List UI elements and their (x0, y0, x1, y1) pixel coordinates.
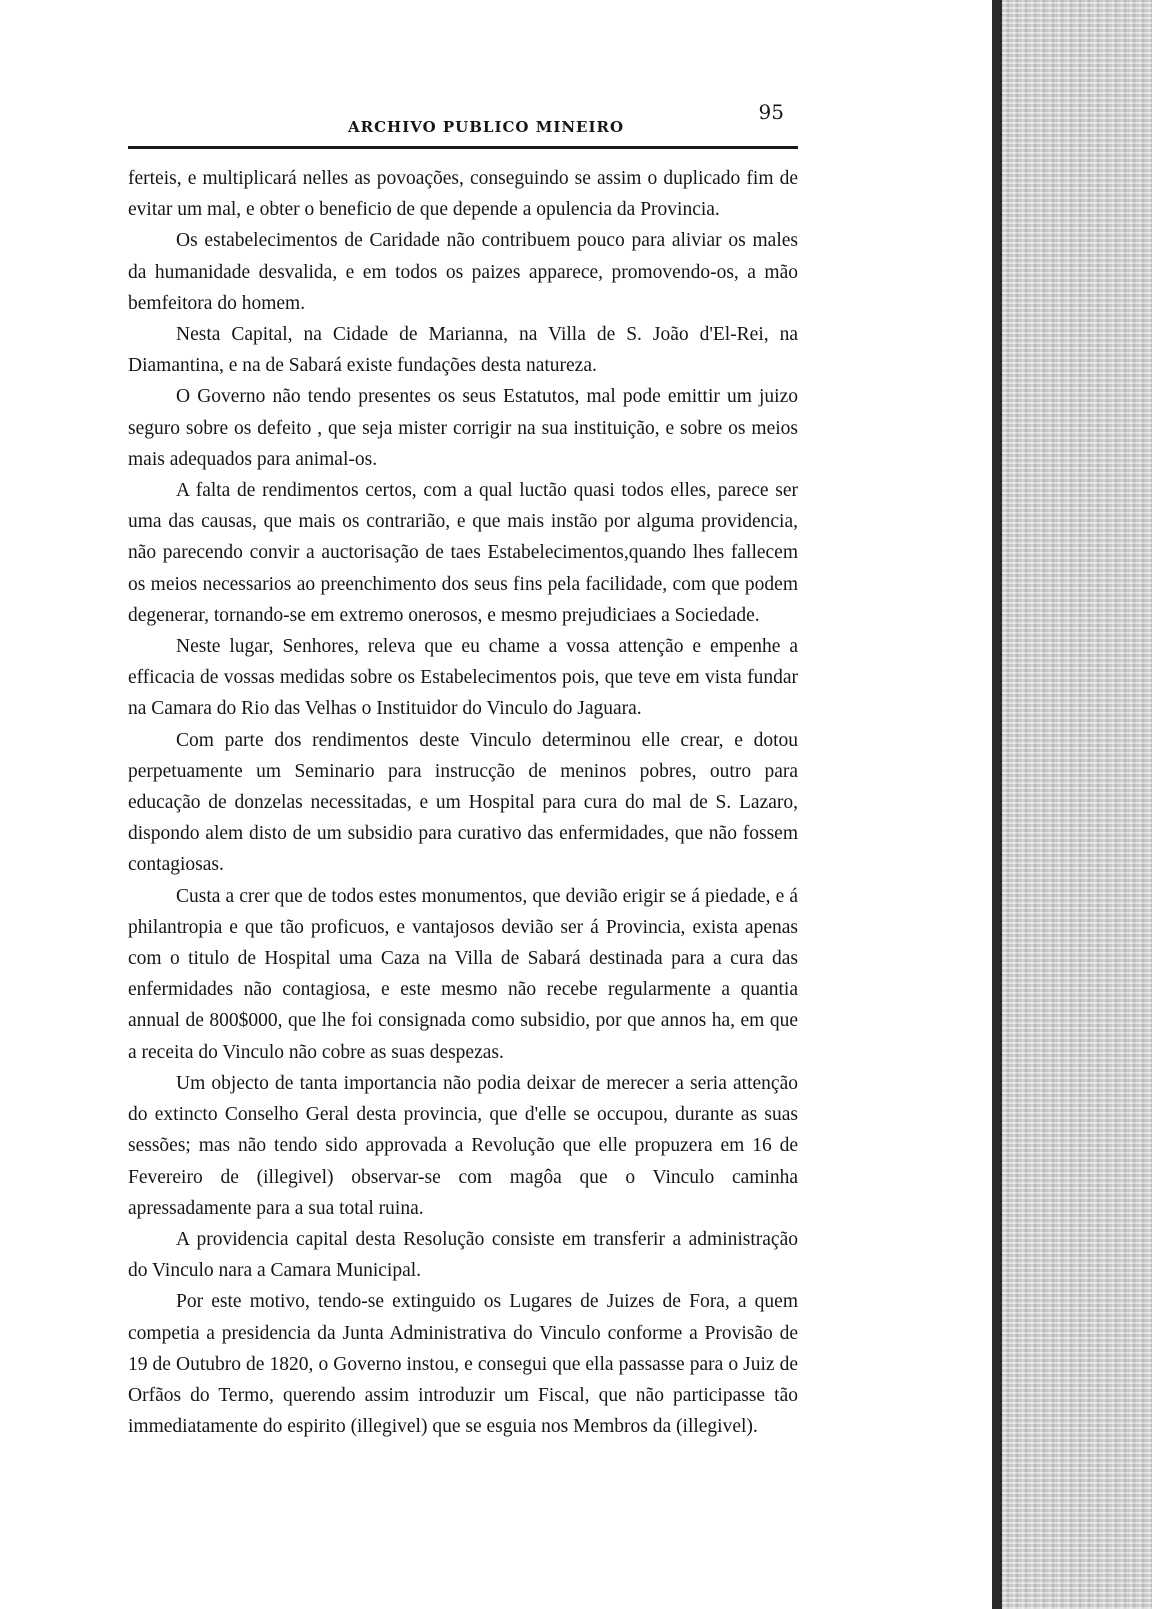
paragraph: Neste lugar, Senhores, releva que eu chame a vossa attenção e empenhe a efficacia de vossas medidas sobre os Estabelecimentos pois, que teve em vista fundar na Camara do Rio das Velhas o Instituidor do Vinculo do Jaguara. (128, 636, 798, 720)
paragraph: A providencia capital desta Resolução consiste em transferir a administração do Vinculo nara a Camara Municipal. (128, 1228, 798, 1282)
paragraph: O Governo não tendo presentes os seus Estatutos, mal pode emittir um juizo seguro sobre os defeito , que seja mister corrigir na sua instituição, e sobre os meios mais adequados para animal-os. (128, 386, 798, 470)
paragraph: ferteis, e multiplicará nelles as povoações, conseguindo se assim o duplicado fim de evitar um mal, e obter o beneficio de que depende a opulencia da Provincia. (128, 168, 798, 221)
page-number: 95 (758, 100, 784, 124)
body-text (128, 163, 798, 1442)
running-header (128, 96, 798, 149)
paragraph: Nesta Capital, na Cidade de Marianna, na Villa de S. João d'El-Rei, na Diamantina, e na de Sabará existe fundações desta natureza. (128, 324, 798, 377)
paragraph: Os estabelecimentos de Caridade não contribuem pouco para aliviar os males da humanidade desvalida, e em todos os paizes apparece, promovendo-os, a mão bemfeitora do homem. (128, 230, 798, 314)
paragraph: A falta de rendimentos certos, com a qual luctão quasi todos elles, parece ser uma das causas, que mais os contrarião, e que mais instão por alguma providencia, não parecendo convir a auctorisação de taes Estabelecimentos,quando lhes fallecem os meios necessarios ao preenchimento dos seus fins pela facilidade, com que podem degenerar, tornando-se em extremo onerosos, e mesmo prejudiciaes a Sociedade. (128, 480, 798, 626)
scan-edge-line (992, 0, 1002, 1609)
paragraph: Com parte dos rendimentos deste Vinculo determinou elle crear, e dotou perpetuamente um Seminario para instrucção de meninos pobres, outro para educação de donzelas necessitadas, e um Hospital para cura do mal de S. Lazaro, dispondo alem disto de um subsidio para curativo das enfermidades, que não fossem contagiosas. (128, 729, 798, 876)
paragraph: Um objecto de tanta importancia não podia deixar de merecer a seria attenção do extincto Conselho Geral desta provincia, que d'elle se occupou, durante as suas sessões; mas não tendo sido approvada a Revolução que elle propuzera em 16 de Fevereiro de (illegivel) observar-se com magôa que o Vinculo caminha apressadamente para a sua total ruina. (128, 1072, 798, 1219)
paragraph: Custa a crer que de todos estes monumentos, que devião erigir se á piedade, e á philantropia e que tão proficuos, e vantajosos devião ser á Provincia, exista apenas com o titulo de Hospital uma Caza na Villa de Sabará destinada para a cura das enfermidades não contagiosa, e este mesmo não recebe regularmente a quantia annual de 800$000, que lhe foi consignada como subsidio, por que annos ha, em que a receita do Vinculo não cobre as suas despezas. (128, 885, 798, 1063)
running-title: ARCHIVO PUBLICO MINEIRO (348, 118, 625, 136)
document-page (128, 96, 798, 1442)
scan-margin (1002, 0, 1152, 1609)
paragraph: Por este motivo, tendo-se extinguido os Lugares de Juizes de Fora, a quem competia a presidencia da Junta Administrativa do Vinculo conforme a Provisão de 19 de Outubro de 1820, o Governo instou, e consegui que ella passasse para o Juiz de Orfãos do Termo, querendo assim introduzir um Fiscal, que não participasse tão immediatamente do espirito (illegivel) que se esguia nos Membros da (illegivel). (128, 1291, 798, 1438)
